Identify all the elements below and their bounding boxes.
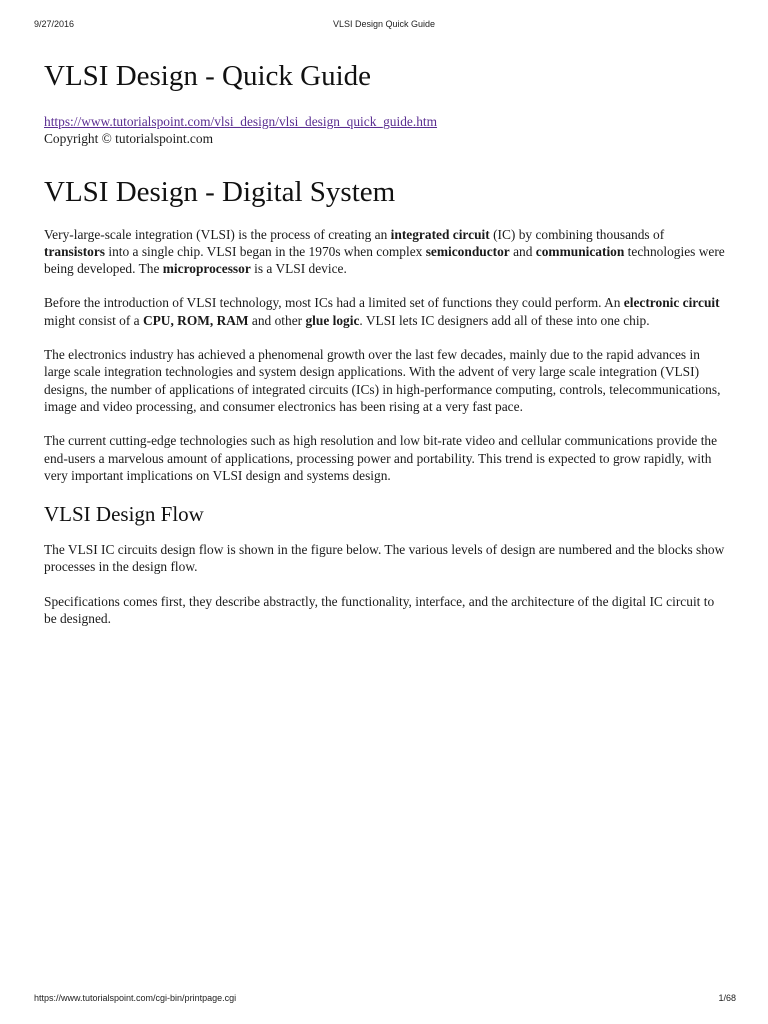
term-integrated-circuit: integrated circuit [390,226,490,242]
paragraph-text: technologies were being developed. The [44,243,725,277]
page-title: VLSI Design - Quick Guide [44,60,372,92]
paragraph-design-flow: The VLSI IC circuits design flow is shown in the figure below. The various levels of design are numbered and the blocks show processes in the design flow. [44,542,725,575]
print-header [0,19,768,31]
paragraph-specifications: Specifications comes first, they describe abstractly, the functionality, interface, and the architecture of the digital IC circuit to be designed. [44,593,715,627]
subsection-heading: VLSI Design Flow [44,502,204,527]
paragraph-industry-growth: The electronics industry has achieved a phenomenal growth over the last few decades, mainly due to the rapid advances in large scale integration technologies and system design applications. With the advent of very large scale integration (VLSI) designs, the number of applications of integrated circuits (ICs) in high-performance computing, controls, telecommunications, image and video processing, and consumer electronics has been rising at a very fast pace. [44,347,721,414]
paragraph-intro [44,226,726,278]
section-heading: VLSI Design - Digital System [44,175,396,208]
source-link[interactable]: https://www.tutorialspoint.com/vlsi_design/vlsi_design_quick_guide.htm [44,114,438,129]
paragraph-current-technologies: The current cutting-edge technologies such as high resolution and low bit-rate video and cellular communications provide the end-users a marvelous amount of applications, processing power and portability. This trend is expected to grow rapidly, with very important implications on VLSI design and systems design. [44,433,718,483]
paragraph-text: might consist of a [44,312,143,328]
print-header-title: VLSI Design Quick Guide [332,19,436,29]
source-block [44,113,726,148]
paragraph-text: Before the introduction of VLSI technology, most ICs had a limited set of functions they could perform. An [44,295,624,311]
document-body [44,58,726,644]
term-glue-logic: glue logic [305,312,360,328]
term-semiconductor: semiconductor [425,243,510,259]
term-communication: communication [535,243,625,259]
paragraph-text: and [509,243,536,259]
term-transistors: transistors [44,243,105,259]
paragraph-text: into a single chip. VLSI began in the 1970s when complex [105,243,426,259]
paragraph-text: Very-large-scale integration (VLSI) is the process of creating an [44,226,391,242]
paragraph-text: (IC) by combining thousands of [489,226,665,242]
paragraph-text: and other [248,312,306,328]
print-header-date: 9/27/2016 [34,19,75,29]
term-microprocessor: microprocessor [162,261,251,277]
paragraph-before-vlsi [44,294,726,329]
paragraph-text: is a VLSI device. [250,261,347,277]
paragraph-text: . VLSI lets IC designers add all of these into one chip. [359,312,650,328]
print-footer-page-number: 1/68 [718,993,736,1003]
print-footer-url: https://www.tutorialspoint.com/cgi-bin/printpage.cgi [34,993,237,1003]
term-cpu-rom-ram: CPU, ROM, RAM [142,312,249,328]
term-electronic-circuit: electronic circuit [623,295,720,311]
copyright-text: Copyright © tutorialspoint.com [44,131,213,147]
print-footer [0,993,768,1005]
